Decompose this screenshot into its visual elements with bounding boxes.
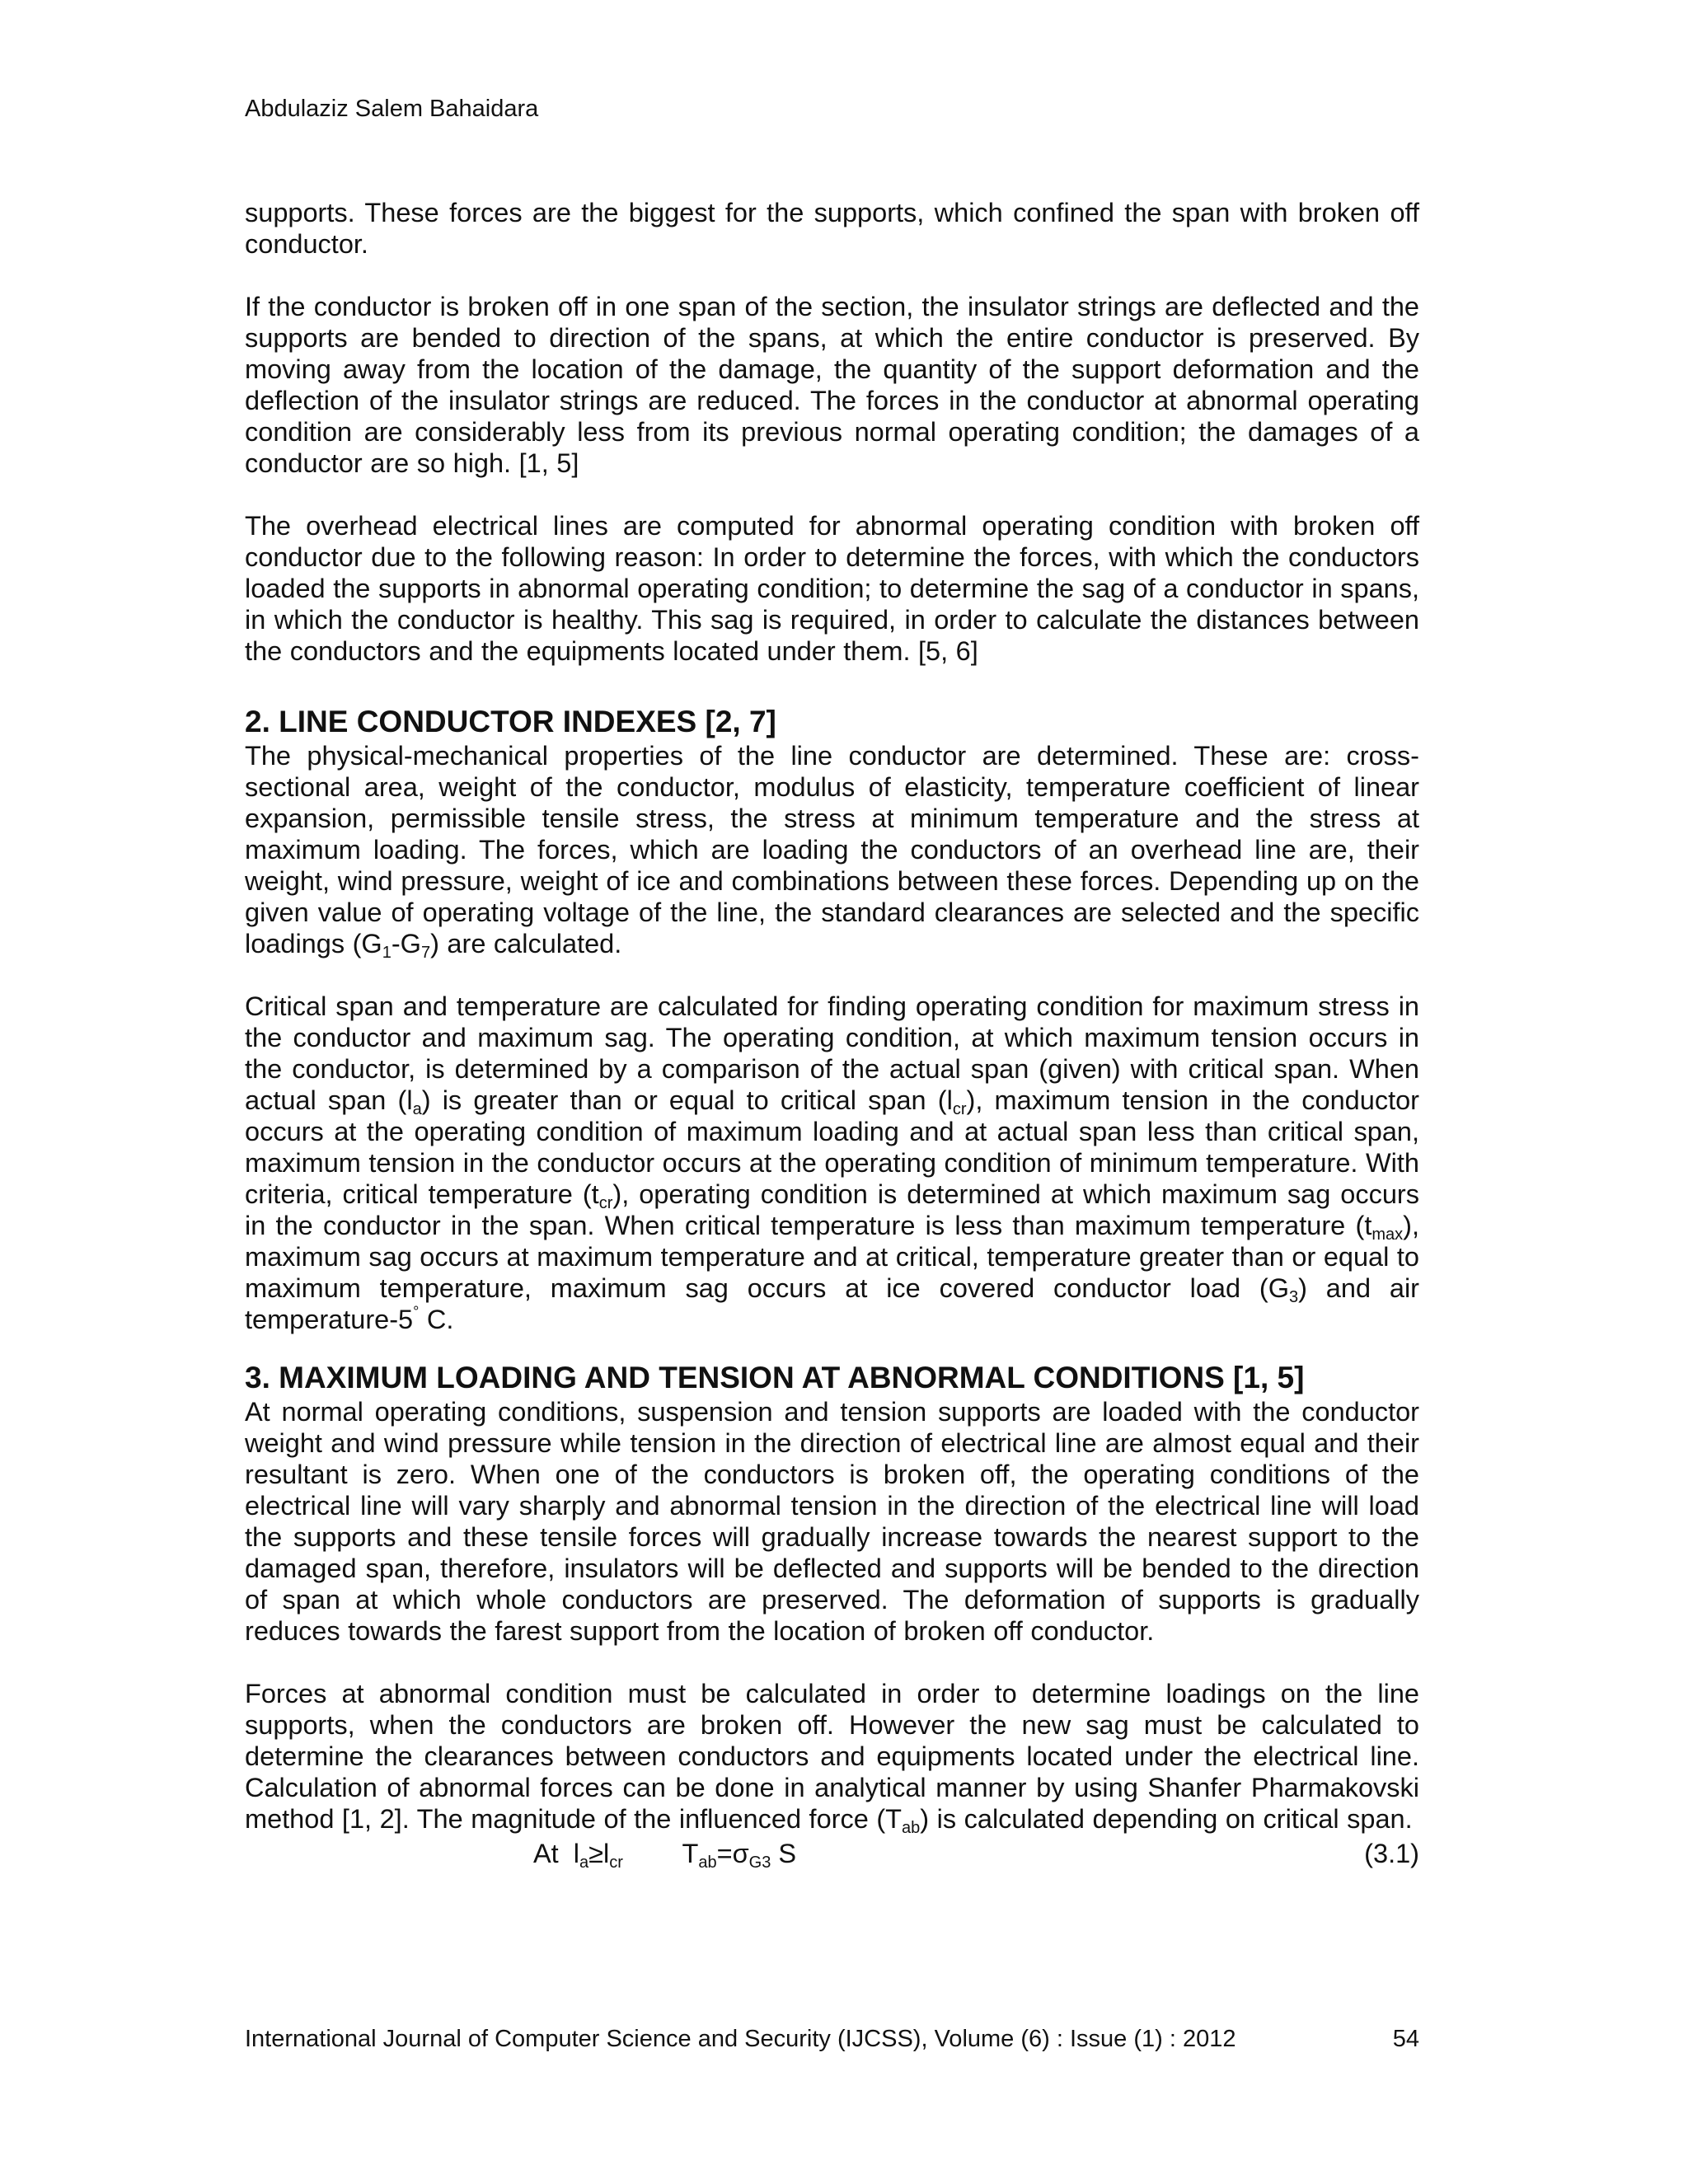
section-heading-maximum-loading-tension: 3. MAXIMUM LOADING AND TENSION AT ABNORMAL CONDITIONS [1, 5] [245,1361,1305,1394]
equation-3-1 [245,1835,1419,1871]
section-heading-line-conductor-indexes: 2. LINE CONDUCTOR INDEXES [2, 7] [245,705,776,738]
paragraph-abnormal-forces-calculation: Forces at abnormal condition must be calculated in order to determine loadings on the line supports, when the conductors are broken off. However the new sag must be calculated to determine the clearances between conductors and equipments located under the electrical line. Calculation of abnormal forces can be done in analytical manner by using Shanfer Pharmakovski method [1, 2]. The magnitude of the influenced force $(T_{ab})$ is calculated depending on critical span. [245,1679,1419,1837]
footer-journal-citation: International Journal of Computer Science and Security (IJCSS), Volume (6) : Issue (1) : 2012 [245,2026,1236,2052]
page-number: 54 [1392,2026,1419,2052]
page-body [245,197,1419,1871]
paragraph-overhead-lines-computation: The overhead electrical lines are computed for abnormal operating condition with broken off conductor due to the following reason: In order to determine the forces, with which the conductors loaded the supports in abnormal operating condition; to determine the sag of a conductor in spans, in which the conductor is healthy. This sag is required, in order to calculate the distances between the conductors and the equipments located under them. [5, 6] [245,511,1419,666]
paragraph-supports-forces: supports. These forces are the biggest for the supports, which confined the span with broken off conductor. [245,198,1419,259]
paragraph-critical-span-temperature: Critical span and temperature are calculated for finding operating condition for maximum stress in the conductor and maximum sag. The operating condition, at which maximum tension occurs in the conductor, is determined by a comparison of the actual span (given) with critical span. When actual span $(l_a)$ is greater than or equal to critical span $(l_{cr})$, maximum tension in the conductor occurs at the operating condition of maximum loading and at actual span less than critical span, maximum tension in the conductor occurs at the operating condition of minimum temperature. With criteria, critical temperature $(t_{cr})$, operating condition is determined at which maximum sag occurs in the conductor in the span. When critical temperature is less than maximum temperature $(t_{max})$, maximum sag occurs at maximum temperature and at critical, temperature greater than or equal to maximum temperature, maximum sag occurs at ice covered conductor load $(G_3)$ and air temperature-5° C. [245,991,1420,1334]
equation-number: (3.1) [1364,1839,1419,1868]
paragraph-physical-mechanical-properties: The physical-mechanical properties of the line conductor are determined. These are: cross-sectional area, weight of the conductor, modulus of elasticity, temperature coefficient of linear expansion, permissible tensile stress, the stress at minimum temperature and the stress at maximum loading. The forces, which are loading the conductors of an overhead line are, their weight, wind pressure, weight of ice and combinations between these forces. Depending up on the given value of operating voltage of the line, the standard clearances are selected and the specific loadings $(G_1-G_7)$ are calculated. [245,741,1419,962]
paragraph-broken-conductor-span: If the conductor is broken off in one span of the section, the insulator strings are deflected and the supports are bended to direction of the spans, at which the entire conductor is preserved. By moving away from the location of the damage, the quantity of the support deformation and the deflection of the insulator strings are reduced. The forces in the conductor at abnormal operating condition are considerably less from its previous normal operating condition; the damages of a conductor are so high. [1, 5] [245,292,1419,478]
equation-body: At $l_a\ge l_{cr}$ $T_{ab}=\sigma_{G3}$ S [533,1839,797,1872]
running-header-author: Abdulaziz Salem Bahaidara [245,96,539,122]
paragraph-normal-operating-conditions: At normal operating conditions, suspension and tension supports are loaded with the conductor weight and wind pressure while tension in the direction of electrical line are almost equal and their resultant is zero. When one of the conductors is broken off, the operating conditions of the electrical line will vary sharply and abnormal tension in the direction of the electrical line will load the supports and these tensile forces will gradually increase towards the nearest support to the damaged span, therefore, insulators will be deflected and supports will be bended to the direction of span at which whole conductors are preserved. The deformation of supports is gradually reduces towards the farest support from the location of broken off conductor. [245,1397,1419,1646]
